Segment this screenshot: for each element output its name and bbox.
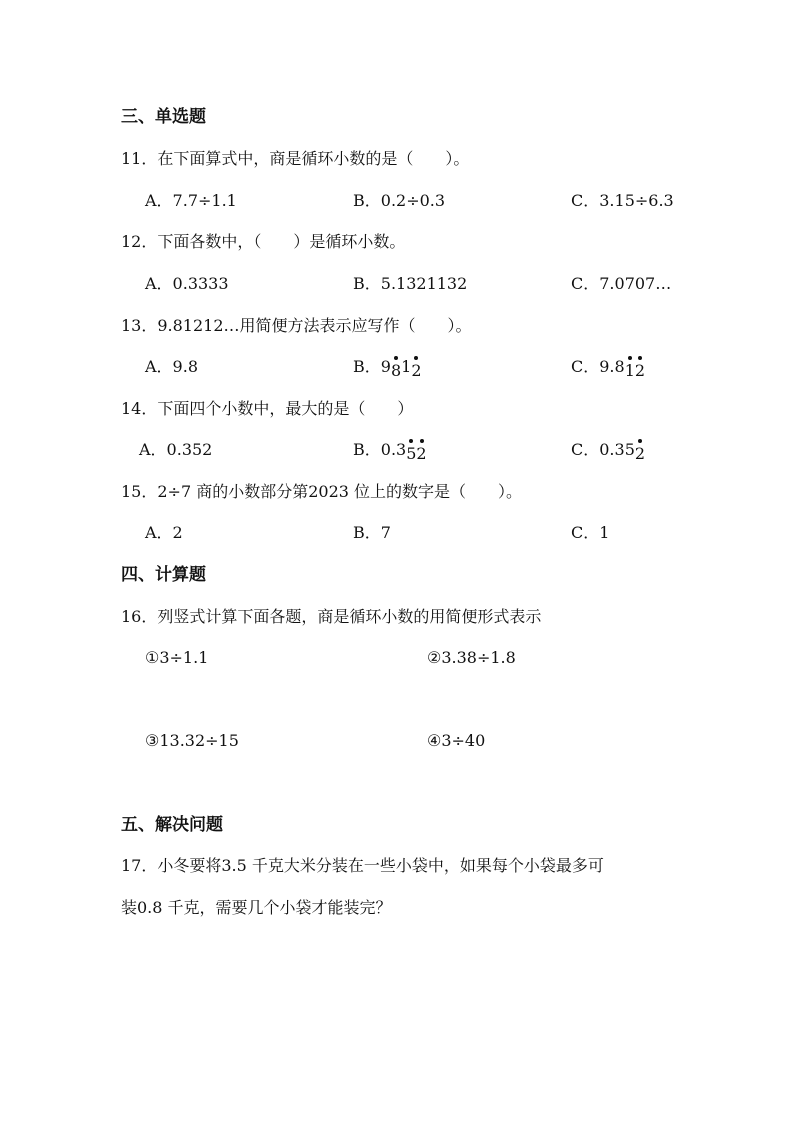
repeating-digit-dotted — [635, 361, 645, 381]
question-14-option-a: A．0.352 — [139, 440, 213, 459]
question-13-stem: 13．9.81212…用简便方法表示应写作（ ）。 — [121, 316, 472, 335]
question-14-option-b-prefix: B．0.3 — [353, 440, 407, 459]
question-14-option-b — [353, 440, 427, 463]
question-12-stem: 12．下面各数中，（ ）是循环小数。 — [121, 232, 406, 251]
question-11-option-b: B．0.2÷0.3 — [353, 191, 446, 210]
question-12-option-c: C．7.0707… — [571, 274, 672, 293]
repeating-digit-dotted — [416, 444, 426, 464]
question-14-stem: 14．下面四个小数中，最大的是（ ） — [121, 399, 414, 418]
question-11-stem: 11．在下面算式中，商是循环小数的是（ ）。 — [121, 149, 470, 168]
digit: 1 — [624, 361, 635, 380]
question-15-option-c: C．1 — [571, 523, 610, 542]
digit: 2 — [634, 444, 646, 463]
repeating-dot-icon — [420, 439, 424, 443]
question-16-problem-2: ②3.38÷1.8 — [427, 648, 516, 667]
section-heading-problem-solving: 五、解决问题 — [121, 815, 223, 835]
repeating-digit-dotted — [406, 444, 416, 464]
repeating-dot-icon — [394, 356, 398, 360]
question-13-option-a: A．9.8 — [145, 357, 199, 376]
digit: 5 — [406, 444, 417, 463]
repeating-dot-icon — [628, 356, 632, 360]
repeating-dot-icon — [409, 439, 413, 443]
question-13-option-b — [353, 357, 422, 380]
question-14-option-c — [571, 440, 646, 463]
question-17-line-2: 装0.8 千克，需要几个小袋才能装完？ — [121, 898, 392, 917]
question-16-problem-1: ①3÷1.1 — [145, 648, 209, 667]
repeating-digit-dotted — [635, 444, 645, 464]
repeating-dot-icon — [638, 439, 642, 443]
section-heading-calculation: 四、计算题 — [121, 565, 206, 585]
question-13-option-c — [571, 357, 646, 380]
question-15-option-b: B．7 — [353, 523, 391, 542]
question-14-option-c-prefix: C．0.35 — [571, 440, 635, 459]
question-15-option-a: A．2 — [145, 523, 183, 542]
repeating-dot-icon — [414, 356, 418, 360]
section-heading-single-choice: 三、单选题 — [121, 107, 206, 127]
question-16-problem-3: ③13.32÷15 — [145, 731, 239, 750]
repeating-digit-dotted — [411, 361, 421, 381]
question-16-stem: 16．列竖式计算下面各题，商是循环小数的用简便形式表示 — [121, 607, 542, 626]
question-13-option-b-prefix: B．9 — [353, 357, 391, 376]
digit: 1 — [401, 357, 412, 376]
question-11-option-c: C．3.15÷6.3 — [571, 191, 674, 210]
question-16-problem-4: ④3÷40 — [427, 731, 486, 750]
digit: 8 — [390, 361, 402, 380]
repeating-dot-icon — [638, 356, 642, 360]
repeating-digit-dotted — [391, 361, 401, 381]
question-11-option-a: A．7.7÷1.1 — [145, 191, 237, 210]
digit: 2 — [416, 444, 427, 463]
question-12-option-a: A．0.3333 — [145, 274, 229, 293]
digit: 2 — [634, 361, 646, 380]
question-17-line-1: 17．小冬要将3.5 千克大米分装在一些小袋中，如果每个小袋最多可 — [121, 856, 604, 875]
question-13-option-c-prefix: C．9.8 — [571, 357, 625, 376]
digit: 2 — [411, 361, 422, 380]
question-15-stem: 15．2÷7 商的小数部分第2023 位上的数字是（ ）。 — [121, 482, 523, 501]
repeating-digit-dotted — [625, 361, 635, 381]
question-12-option-b: B．5.1321132 — [353, 274, 468, 293]
